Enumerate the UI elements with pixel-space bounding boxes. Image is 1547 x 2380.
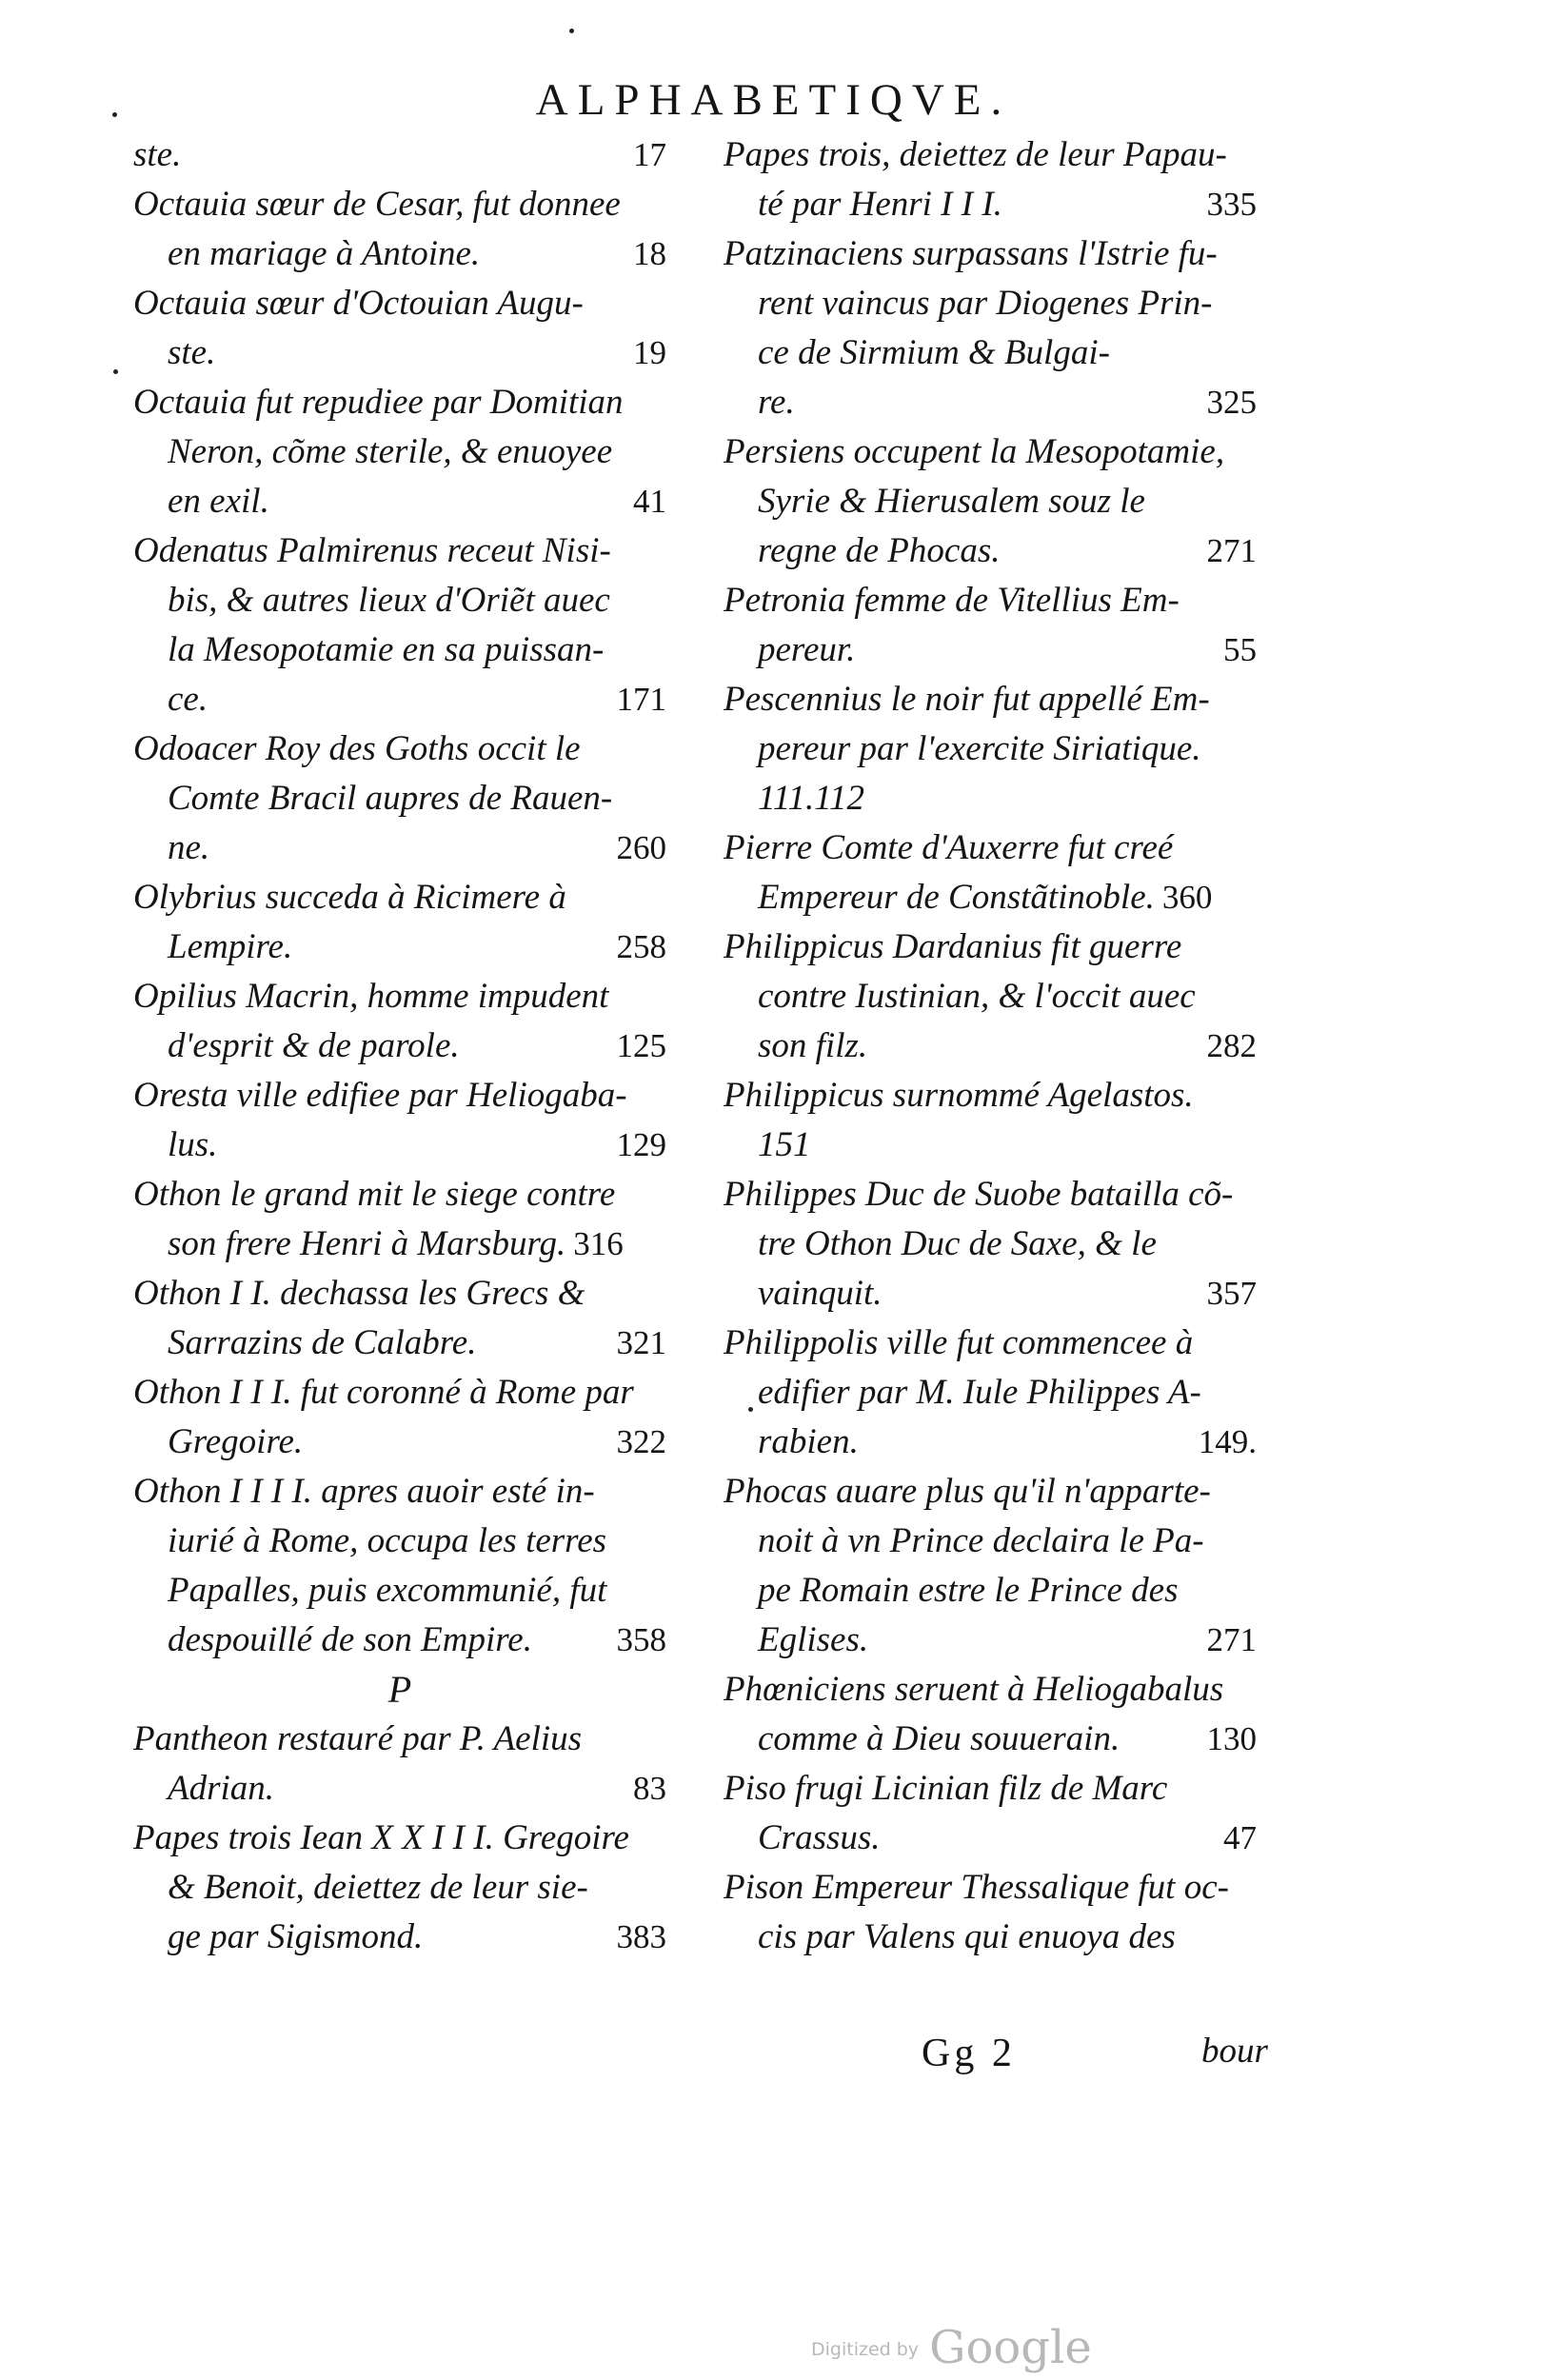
running-header: ALPHABETIQVE. <box>535 75 1012 125</box>
index-entry <box>133 130 666 180</box>
index-entry-line: vainquit. 357 <box>724 1269 1257 1319</box>
index-entry-line: ste. 17 <box>133 130 666 180</box>
index-entry-line: Pantheon restauré par P. Aelius <box>133 1719 583 1758</box>
index-entry-line: Odenatus Palmirenus receut Nisi- <box>133 531 611 570</box>
index-entry <box>724 675 1257 823</box>
index-entry-line: Opilius Macrin, homme impudent <box>133 977 609 1016</box>
index-entry-line: la Mesopotamie en sa puissan- <box>168 630 605 669</box>
index-entry-line: regne de Phocas. 271 <box>724 526 1257 576</box>
ink-speck <box>112 112 117 117</box>
index-entry-line: Philippolis ville fut commencee à <box>724 1323 1194 1362</box>
index-entry-line: tre Othon Duc de Saxe, & le <box>758 1224 1157 1263</box>
index-entry-line: Pescennius le noir fut appellé Em- <box>724 680 1210 719</box>
index-entry <box>133 1467 666 1665</box>
index-entry-line: comme à Dieu souuerain. 130 <box>724 1715 1257 1764</box>
page-reference-number: 41 <box>633 483 666 520</box>
index-entry <box>133 1814 666 1962</box>
page-reference-number: 149. <box>1198 1423 1257 1460</box>
index-entry <box>724 130 1257 229</box>
index-entry-line: Sarrazins de Calabre. 321 <box>133 1319 666 1368</box>
index-entry-line: Phocas auare plus qu'il n'apparte- <box>724 1472 1211 1511</box>
index-entry-line: edifier par M. Iule Philippes A- <box>758 1373 1201 1412</box>
index-entry-line: Lempire. 258 <box>133 922 666 972</box>
index-entry <box>133 1071 666 1170</box>
index-entry-line: pereur. 55 <box>724 625 1257 675</box>
page-reference-number: 358 <box>616 1621 666 1658</box>
index-entry <box>133 1269 666 1368</box>
page-reference-number: 17 <box>633 136 666 173</box>
index-entry-line: Crassus. 47 <box>724 1814 1257 1863</box>
signature-mark: Gg 2 <box>922 2032 1016 2075</box>
index-entry-line: ste. 19 <box>133 328 666 378</box>
index-entry <box>724 1863 1257 1962</box>
index-entry-line: Octauia sœur de Cesar, fut donnee <box>133 185 621 224</box>
index-entry-line: Neron, cõme sterile, & enuoyee <box>168 432 613 471</box>
page-reference-number: 282 <box>1206 1027 1257 1064</box>
index-entry <box>133 279 666 378</box>
page-reference-number: 260 <box>616 829 666 866</box>
page-reference-number: 271 <box>1206 532 1257 569</box>
ink-speck <box>569 29 574 33</box>
index-entry <box>724 1071 1257 1170</box>
index-entry-line: Papes trois, deiettez de leur Papau- <box>724 135 1227 174</box>
page-reference-number: 383 <box>616 1918 666 1955</box>
index-entry-line: pe Romain estre le Prince des <box>758 1571 1179 1610</box>
index-entry-line: rabien. 149. <box>724 1418 1257 1467</box>
index-entry <box>133 1368 666 1467</box>
page-reference-number: 19 <box>633 334 666 371</box>
index-entry <box>133 1715 666 1814</box>
digitization-watermark <box>811 2321 1092 2374</box>
index-entry <box>133 1170 666 1269</box>
index-entry-line: Papalles, puis excommunié, fut <box>168 1571 607 1610</box>
right-index-column <box>724 130 1257 1962</box>
page-reference-number: 325 <box>1206 384 1257 421</box>
index-entry-line: Pison Empereur Thessalique fut oc- <box>724 1868 1229 1907</box>
index-entry-line: 151 <box>758 1125 811 1164</box>
index-entry-line: Philippicus Dardanius fit guerre <box>724 927 1182 966</box>
index-entry-line: Empereur de Constãtinoble. 360 <box>758 878 1213 917</box>
index-entry-line: Gregoire. 322 <box>133 1418 666 1467</box>
page-reference-number: 125 <box>616 1027 666 1064</box>
page-reference-number: 271 <box>1206 1621 1257 1658</box>
index-entry-line: Syrie & Hierusalem souz le <box>758 482 1145 521</box>
ink-speck <box>748 1407 753 1412</box>
index-entry <box>724 229 1257 427</box>
page-reference-number: 55 <box>1223 631 1257 668</box>
page-reference-number: 18 <box>633 235 666 272</box>
index-entry-line: Odoacer Roy des Goths occit le <box>133 729 581 768</box>
index-entry-line: Olybrius succeda à Ricimere à <box>133 878 566 917</box>
index-entry-line: d'esprit & de parole. 125 <box>133 1021 666 1071</box>
index-entry-line: noit à vn Prince declaira le Pa- <box>758 1521 1204 1560</box>
watermark-prefix: Digitized by <box>811 2339 920 2360</box>
catchword: bour <box>1201 2032 1268 2071</box>
index-entry-line: ne. 260 <box>133 823 666 873</box>
index-entry-line: Persiens occupent la Mesopotamie, <box>724 432 1225 471</box>
index-entry <box>724 1665 1257 1764</box>
index-entry-line: Othon le grand mit le siege contre <box>133 1175 616 1214</box>
index-entry-line: rent vaincus par Diogenes Prin- <box>758 284 1213 323</box>
index-entry-line: Othon I I I I. apres auoir esté in- <box>133 1472 595 1511</box>
index-entry <box>133 873 666 972</box>
index-entry-line: Eglises. 271 <box>724 1616 1257 1665</box>
index-entry-line: Othon I I I. fut coronné à Rome par <box>133 1373 634 1412</box>
section-letter-heading: P <box>387 1668 412 1711</box>
index-entry-line: Othon I I. dechassa les Grecs & <box>133 1274 585 1313</box>
index-entry-line: son frere Henri à Marsburg. 316 <box>168 1224 624 1263</box>
page-reference-number: 335 <box>1206 186 1257 223</box>
index-entry <box>724 1764 1257 1863</box>
index-entry <box>133 378 666 526</box>
index-entry <box>133 972 666 1071</box>
index-entry <box>724 1319 1257 1467</box>
page-reference-number: 83 <box>633 1770 666 1807</box>
index-entry <box>724 576 1257 675</box>
index-entry <box>724 823 1257 922</box>
index-entry-line: Adrian. 83 <box>133 1764 666 1814</box>
index-entry-line: Oresta ville edifiee par Heliogaba- <box>133 1076 627 1115</box>
index-entry-line: despouillé de son Empire. 358 <box>133 1616 666 1665</box>
index-entry <box>724 922 1257 1071</box>
page-reference-number: 47 <box>1223 1819 1257 1856</box>
index-entry-line: Patzinaciens surpassans l'Istrie fu- <box>724 234 1218 273</box>
index-entry <box>724 427 1257 576</box>
index-entry-line: & Benoit, deiettez de leur sie- <box>168 1868 588 1907</box>
index-entry-line: iurié à Rome, occupa les terres <box>168 1521 607 1560</box>
index-entry <box>133 526 666 724</box>
index-entry-line: Petronia femme de Vitellius Em- <box>724 581 1180 620</box>
index-entry-line: Philippicus surnommé Agelastos. <box>724 1076 1194 1115</box>
index-entry-line: Philippes Duc de Suobe batailla cõ- <box>724 1175 1234 1214</box>
index-entry-line: re. 325 <box>724 378 1257 427</box>
index-entry-line: Octauia fut repudiee par Domitian <box>133 383 624 422</box>
index-entry-line: cis par Valens qui enuoya des <box>758 1917 1176 1956</box>
index-entry <box>133 180 666 279</box>
index-entry <box>724 1467 1257 1665</box>
index-entry-line: Phœniciens seruent à Heliogabalus <box>724 1670 1224 1709</box>
index-entry-line: ge par Sigismond. 383 <box>133 1913 666 1962</box>
left-index-column <box>133 130 666 1962</box>
index-entry-line: ce de Sirmium & Bulgai- <box>758 333 1110 372</box>
index-entry-line: en exil. 41 <box>133 477 666 526</box>
page-reference-number: 360 <box>1161 879 1213 916</box>
index-entry-line: té par Henri I I I. 335 <box>724 180 1257 229</box>
index-entry-line: bis, & autres lieux d'Oriẽt auec <box>168 581 610 620</box>
page-reference-number: 321 <box>616 1324 666 1361</box>
page-reference-number: 130 <box>1206 1720 1257 1757</box>
index-entry <box>724 1170 1257 1319</box>
page-reference-number: 129 <box>616 1126 666 1163</box>
index-entry-line: Pierre Comte d'Auxerre fut creé <box>724 828 1174 867</box>
page-reference-number: 316 <box>573 1225 624 1262</box>
index-entry-line: lus. 129 <box>133 1121 666 1170</box>
index-entry-line: Octauia sœur d'Octouian Augu- <box>133 284 584 323</box>
page-reference-number: 322 <box>616 1423 666 1460</box>
index-entry-line: ce. 171 <box>133 675 666 724</box>
page-reference-number: 258 <box>616 928 666 965</box>
page-reference-number: 357 <box>1206 1275 1257 1312</box>
index-entry-line: Comte Bracil aupres de Rauen- <box>168 779 613 818</box>
index-entry <box>133 724 666 873</box>
index-entry-line: en mariage à Antoine. 18 <box>133 229 666 279</box>
index-entry-line: 111.112 <box>758 779 865 818</box>
index-entry-line: son filz. 282 <box>724 1021 1257 1071</box>
page-reference-number: 171 <box>616 681 666 718</box>
index-entry-line: pereur par l'exercite Siriatique. <box>758 729 1201 768</box>
google-logo: Google <box>929 2321 1092 2374</box>
index-entry-line: Piso frugi Licinian filz de Marc <box>724 1769 1168 1808</box>
index-entry-line: Papes trois Iean X X I I I. Gregoire <box>133 1818 629 1857</box>
ink-speck <box>113 369 118 374</box>
index-entry-line: contre Iustinian, & l'occit auec <box>758 977 1196 1016</box>
